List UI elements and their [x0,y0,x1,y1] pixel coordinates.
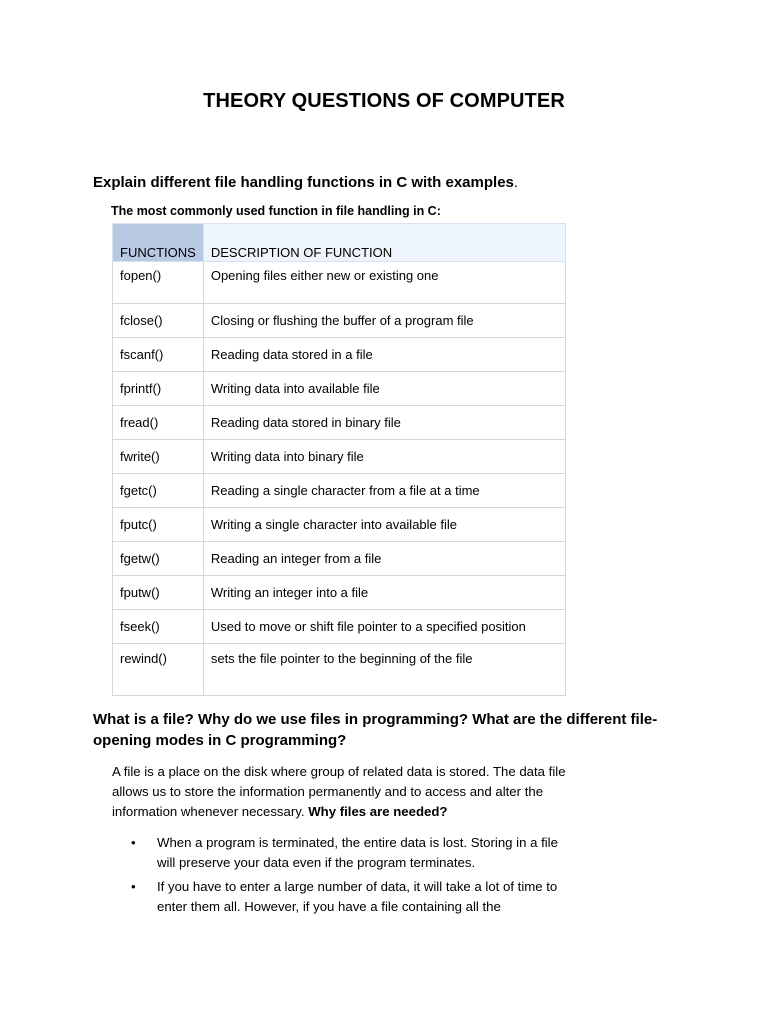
list-item-text: If you have to enter a large number of data, it will take a lot of time to enter them all. However, if you have a file containing all the [157,879,558,914]
reasons-bullet-list [112,833,572,921]
bullet-icon: • [131,835,136,850]
table-row [113,576,566,610]
function-name-cell: fscanf() [113,338,204,372]
function-description-cell: Writing data into binary file [203,440,565,474]
function-description-cell: Reading a single character from a file at a time [203,474,565,508]
function-name-cell: fwrite() [113,440,204,474]
function-description-cell: Opening files either new or existing one [203,262,565,304]
function-description-cell: sets the file pointer to the beginning of the file [203,644,565,696]
table-row [113,542,566,576]
table-caption: The most commonly used function in file handling in C: [111,204,441,218]
table-row [113,610,566,644]
bullet-icon: • [131,879,136,894]
function-description-cell: Reading data stored in binary file [203,406,565,440]
list-item [112,877,572,916]
page-title: THEORY QUESTIONS OF COMPUTER [203,90,565,112]
table-row [113,372,566,406]
table-row [113,508,566,542]
function-name-cell: fprintf() [113,372,204,406]
question-2-heading: What is a file? Why do we use files in programming? What are the different file-opening modes in C programming? [93,711,658,749]
table-row [113,304,566,338]
function-description-cell: Reading an integer from a file [203,542,565,576]
function-name-cell: fseek() [113,610,204,644]
table-row [113,338,566,372]
table-row [113,440,566,474]
file-functions-table [112,223,566,696]
function-description-cell: Used to move or shift file pointer to a specified position [203,610,565,644]
list-item [112,833,572,872]
question-1-heading-period: . [513,174,519,191]
why-files-needed-heading: Why files are needed? [308,804,448,819]
function-name-cell: fputw() [113,576,204,610]
header-description: DESCRIPTION OF FUNCTION [203,224,565,262]
function-name-cell: fgetw() [113,542,204,576]
function-name-cell: fclose() [113,304,204,338]
file-definition-paragraph [112,762,592,822]
function-name-cell: fopen() [113,262,204,304]
function-description-cell: Closing or flushing the buffer of a program file [203,304,565,338]
function-description-cell: Writing an integer into a file [203,576,565,610]
table-row [113,262,566,304]
question-1-heading [93,172,518,193]
header-functions: FUNCTIONS [113,224,204,262]
list-item-text: When a program is terminated, the entire data is lost. Storing in a file will preserve your data even if the program terminates. [157,835,558,870]
table-row [113,406,566,440]
function-description-cell: Writing data into available file [203,372,565,406]
function-name-cell: rewind() [113,644,204,696]
function-name-cell: fgetc() [113,474,204,508]
table-row [113,644,566,696]
function-name-cell: fputc() [113,508,204,542]
function-name-cell: fread() [113,406,204,440]
table-header-row [113,224,566,262]
table-row [113,474,566,508]
file-definition-text: A file is a place on the disk where group of related data is stored. The data file allows us to store the information permanently and to access and alter the information whenever necessary. [112,764,566,819]
function-description-cell: Writing a single character into available file [203,508,565,542]
question-1-heading-text: Explain different file handling functions in C with examples [93,174,514,191]
function-description-cell: Reading data stored in a file [203,338,565,372]
